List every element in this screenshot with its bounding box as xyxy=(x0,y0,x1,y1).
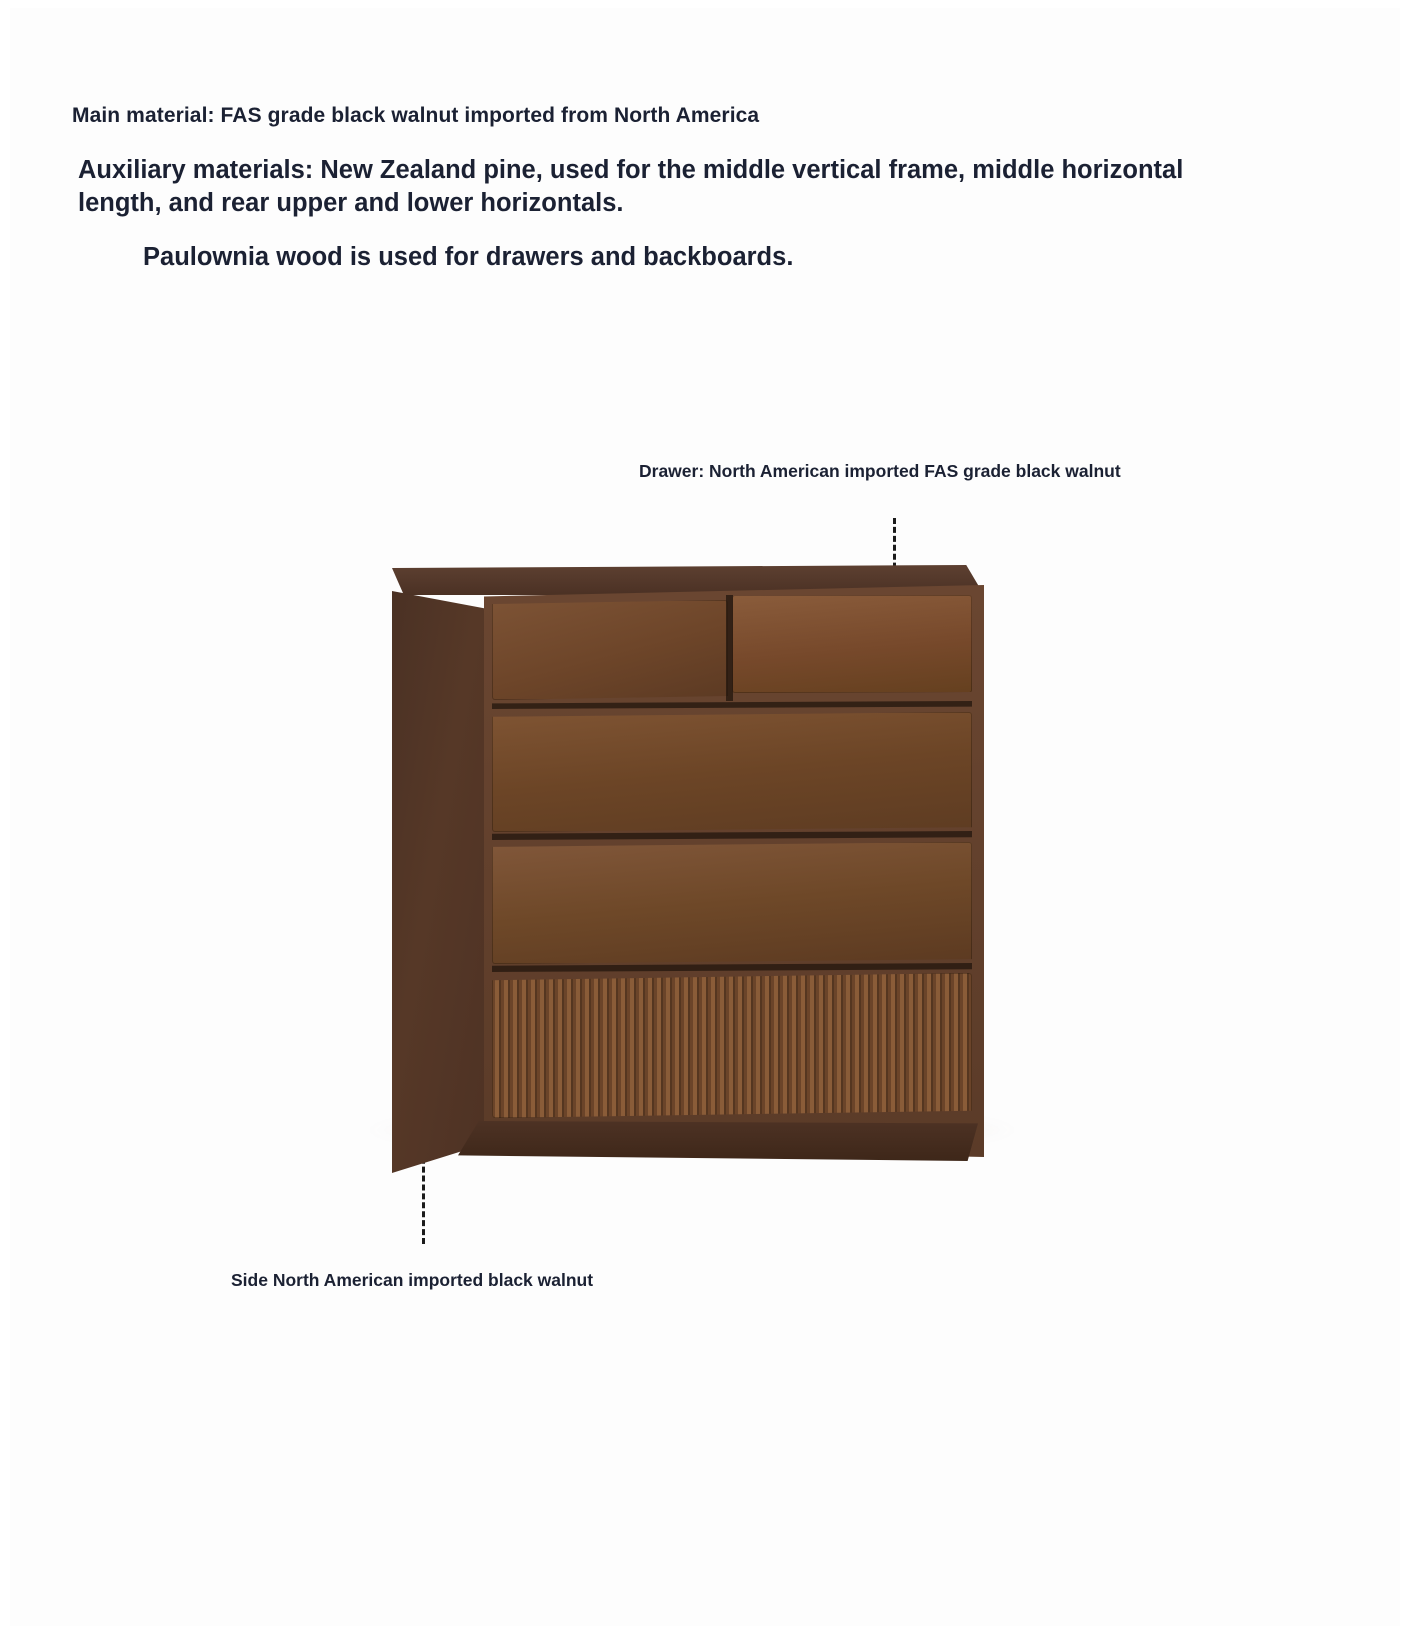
page-top-edge xyxy=(0,0,1412,8)
cabinet-plinth xyxy=(458,1121,978,1161)
top-right-drawer xyxy=(732,595,972,693)
auxiliary-materials-text: Auxiliary materials: New Zealand pine, used for the middle vertical frame, middle horizontal length, and rear upper and lower horizontals. xyxy=(78,156,1184,217)
drawer-callout-label: Drawer: North American imported FAS grade black walnut xyxy=(639,461,1121,481)
main-material-text: Main material: FAS grade black walnut imported from North America xyxy=(72,104,760,127)
dresser-illustration xyxy=(392,565,992,1175)
top-left-drawer xyxy=(492,600,728,700)
second-drawer xyxy=(492,712,972,832)
paulownia-text: Paulownia wood is used for drawers and backboards. xyxy=(143,243,794,272)
side-panel xyxy=(392,573,488,1173)
fluted-bottom-drawer xyxy=(492,973,972,1118)
third-drawer xyxy=(492,842,972,964)
top-drawer-divider xyxy=(726,595,733,701)
material-heading-block xyxy=(0,104,1412,272)
side-callout-label: Side North American imported black walnut xyxy=(231,1270,594,1290)
